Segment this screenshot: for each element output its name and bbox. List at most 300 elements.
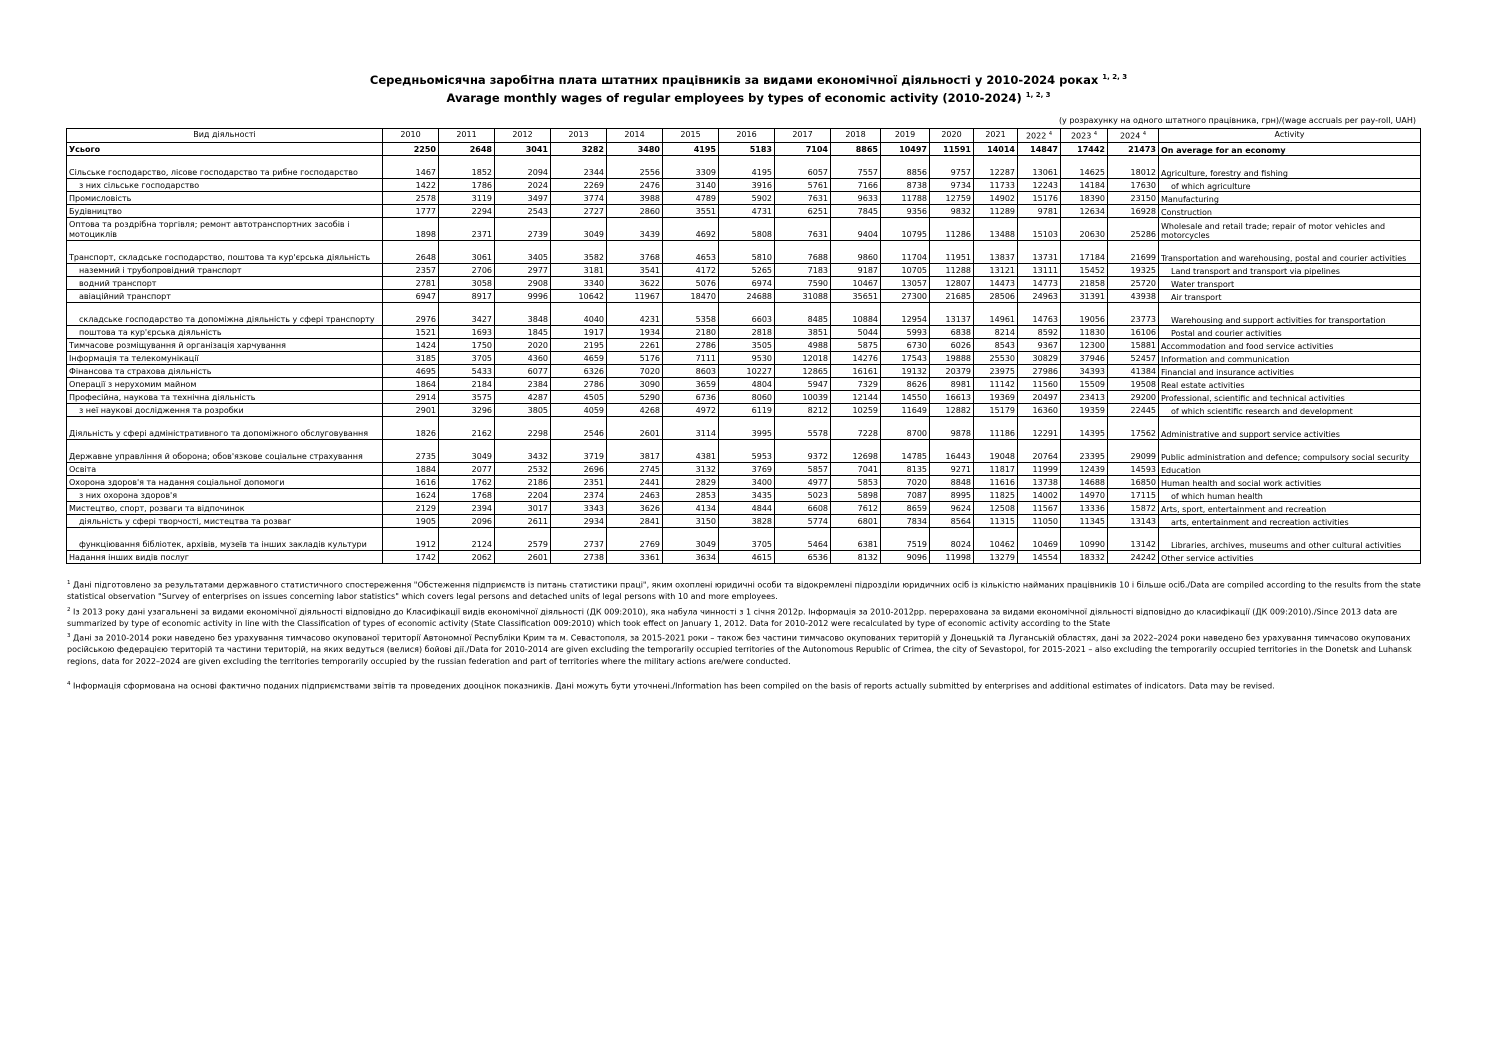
wage-value-2013: 3049 xyxy=(551,217,607,240)
wage-value-2017: 31088 xyxy=(775,289,831,302)
wage-value-2016: 4615 xyxy=(719,550,775,563)
wage-value-2013: 6326 xyxy=(551,364,607,377)
wage-value-2016: 10227 xyxy=(719,364,775,377)
table-row xyxy=(67,403,1421,416)
wage-value-2021: 11315 xyxy=(974,514,1018,527)
wage-value-2023: 21858 xyxy=(1061,276,1108,289)
wage-value-2015: 7111 xyxy=(663,351,719,364)
wage-value-2012: 3848 xyxy=(495,302,551,325)
wage-value-2015: 3140 xyxy=(663,178,719,191)
wage-value-2013: 2738 xyxy=(551,550,607,563)
wage-value-2022: 11560 xyxy=(1018,377,1061,390)
wage-value-2024: 13143 xyxy=(1108,514,1159,527)
wage-value-2022: 24963 xyxy=(1018,289,1061,302)
wage-value-2021: 11186 xyxy=(974,416,1018,439)
wage-value-2010: 1898 xyxy=(383,217,439,240)
wage-value-2014: 2463 xyxy=(607,488,663,501)
wage-value-2011: 3119 xyxy=(439,191,495,204)
wage-value-2015: 3114 xyxy=(663,416,719,439)
wage-value-2023: 17442 xyxy=(1061,142,1108,155)
wage-value-2019: 11704 xyxy=(881,240,930,263)
wage-value-2022: 14847 xyxy=(1018,142,1061,155)
wage-value-2023: 15509 xyxy=(1061,377,1108,390)
header-year-label: 2010 xyxy=(400,130,421,140)
wage-value-2014: 3439 xyxy=(607,217,663,240)
activity-name-ua: Мистецтво, спорт, розваги та відпочинок xyxy=(67,501,383,514)
wage-value-2010: 2914 xyxy=(383,390,439,403)
wage-value-2011: 3049 xyxy=(439,439,495,462)
table-row xyxy=(67,439,1421,462)
wage-value-2017: 7631 xyxy=(775,217,831,240)
activity-name-ua: Операції з нерухомим майном xyxy=(67,377,383,390)
wage-value-2021: 10462 xyxy=(974,527,1018,550)
wage-value-2021: 14902 xyxy=(974,191,1018,204)
wage-value-2012: 2384 xyxy=(495,377,551,390)
wage-value-2014: 2841 xyxy=(607,514,663,527)
wage-value-2023: 14395 xyxy=(1061,416,1108,439)
wage-value-2015: 4972 xyxy=(663,403,719,416)
wage-value-2018: 7228 xyxy=(831,416,881,439)
wage-value-2019: 17543 xyxy=(881,351,930,364)
header-year xyxy=(551,129,607,143)
wage-value-2023: 17184 xyxy=(1061,240,1108,263)
wage-value-2016: 3400 xyxy=(719,475,775,488)
wage-value-2022: 14554 xyxy=(1018,550,1061,563)
wage-value-2014: 2261 xyxy=(607,338,663,351)
wage-value-2020: 9878 xyxy=(930,416,974,439)
wage-value-2020: 8848 xyxy=(930,475,974,488)
activity-name-en: Real estate activities xyxy=(1159,377,1421,390)
activity-name-ua: з них сільське господарство xyxy=(67,178,383,191)
wage-value-2016: 3505 xyxy=(719,338,775,351)
header-row xyxy=(67,129,1421,143)
wage-value-2016: 6119 xyxy=(719,403,775,416)
wage-value-2019: 27300 xyxy=(881,289,930,302)
wage-value-2020: 6026 xyxy=(930,338,974,351)
wage-value-2023: 20630 xyxy=(1061,217,1108,240)
wage-value-2022: 14773 xyxy=(1018,276,1061,289)
wage-value-2016: 3435 xyxy=(719,488,775,501)
wage-value-2023: 18390 xyxy=(1061,191,1108,204)
wage-value-2013: 3340 xyxy=(551,276,607,289)
header-year-footnote-mark: 4 xyxy=(1142,131,1147,137)
wage-value-2022: 16360 xyxy=(1018,403,1061,416)
wage-value-2016: 24688 xyxy=(719,289,775,302)
wage-value-2024: 24242 xyxy=(1108,550,1159,563)
wage-value-2013: 3582 xyxy=(551,240,607,263)
wage-value-2015: 3634 xyxy=(663,550,719,563)
activity-name-en: Professional, scientific and technical activities xyxy=(1159,390,1421,403)
wage-value-2020: 11286 xyxy=(930,217,974,240)
wage-value-2023: 14970 xyxy=(1061,488,1108,501)
footnote-1-text: Дані підготовлено за результатами державного статистичного спостереження "Обстеження підприємств із питань статистики праці", яким охоплені юридичні особи та відокремлені підрозділи юридичних осіб із кількістю найманих працівників 10 і більше осіб./Data are compiled according to the results from the state statistical observation "Survey of enterprises on issues concerning labor statistics" which covers legal persons and detached units of legal persons with 10 and more employees. xyxy=(67,580,1421,602)
wage-value-2010: 1826 xyxy=(383,416,439,439)
wage-value-2017: 6251 xyxy=(775,204,831,217)
wage-value-2012: 3017 xyxy=(495,501,551,514)
header-year xyxy=(831,129,881,143)
activity-name-en: Accommodation and food service activities xyxy=(1159,338,1421,351)
wage-value-2012: 2543 xyxy=(495,204,551,217)
wage-value-2023: 11830 xyxy=(1061,325,1108,338)
wage-value-2024: 16850 xyxy=(1108,475,1159,488)
header-year xyxy=(439,129,495,143)
wage-value-2010: 1742 xyxy=(383,550,439,563)
wage-value-2017: 5774 xyxy=(775,514,831,527)
wage-value-2020: 8981 xyxy=(930,377,974,390)
wage-value-2016: 3705 xyxy=(719,527,775,550)
wage-value-2016: 5953 xyxy=(719,439,775,462)
wage-value-2010: 2578 xyxy=(383,191,439,204)
wage-value-2019: 13057 xyxy=(881,276,930,289)
wage-value-2015: 4653 xyxy=(663,240,719,263)
wage-value-2018: 10259 xyxy=(831,403,881,416)
wage-value-2020: 9832 xyxy=(930,204,974,217)
wage-value-2022: 30829 xyxy=(1018,351,1061,364)
table-row xyxy=(67,550,1421,563)
wage-value-2018: 10884 xyxy=(831,302,881,325)
wage-value-2019: 7087 xyxy=(881,488,930,501)
activity-name-ua: Транспорт, складське господарство, поштова та кур'єрська діяльність xyxy=(67,240,383,263)
wage-value-2014: 4231 xyxy=(607,302,663,325)
wage-value-2011: 5433 xyxy=(439,364,495,377)
wage-value-2020: 21685 xyxy=(930,289,974,302)
activity-name-en: Agriculture, forestry and fishing xyxy=(1159,155,1421,178)
activity-name-ua: Фінансова та страхова діяльність xyxy=(67,364,383,377)
wage-value-2020: 12807 xyxy=(930,276,974,289)
table-row xyxy=(67,514,1421,527)
wage-value-2012: 2739 xyxy=(495,217,551,240)
wage-value-2020: 12759 xyxy=(930,191,974,204)
wage-value-2015: 3132 xyxy=(663,462,719,475)
table-row xyxy=(67,338,1421,351)
wage-value-2017: 5023 xyxy=(775,488,831,501)
wage-value-2021: 23975 xyxy=(974,364,1018,377)
wage-value-2012: 2024 xyxy=(495,178,551,191)
wage-value-2015: 5076 xyxy=(663,276,719,289)
activity-name-en: of which human health xyxy=(1159,488,1421,501)
wage-value-2024: 41384 xyxy=(1108,364,1159,377)
wage-value-2012: 4360 xyxy=(495,351,551,364)
activity-name-en: arts, entertainment and recreation activities xyxy=(1159,514,1421,527)
wage-value-2021: 8543 xyxy=(974,338,1018,351)
header-year-label: 2020 xyxy=(941,130,962,140)
activity-name-en: Financial and insurance activities xyxy=(1159,364,1421,377)
title-english xyxy=(0,88,1497,106)
wage-value-2010: 1616 xyxy=(383,475,439,488)
wage-value-2018: 35651 xyxy=(831,289,881,302)
wage-value-2016: 5810 xyxy=(719,240,775,263)
table-body xyxy=(67,142,1421,563)
activity-name-ua: водний транспорт xyxy=(67,276,383,289)
wage-value-2017: 4988 xyxy=(775,338,831,351)
wage-value-2012: 2186 xyxy=(495,475,551,488)
wage-value-2023: 34393 xyxy=(1061,364,1108,377)
wage-value-2011: 1762 xyxy=(439,475,495,488)
wage-value-2010: 4695 xyxy=(383,364,439,377)
wage-value-2019: 9096 xyxy=(881,550,930,563)
wage-value-2010: 2976 xyxy=(383,302,439,325)
title-english-text: Avarage monthly wages of regular employees by types of economic activity (2010-2024) xyxy=(446,90,1022,105)
wage-value-2011: 3061 xyxy=(439,240,495,263)
wage-value-2016: 8060 xyxy=(719,390,775,403)
activity-name-ua: з них охорона здоров'я xyxy=(67,488,383,501)
wages-table xyxy=(66,128,1421,564)
wage-value-2015: 4172 xyxy=(663,263,719,276)
activity-name-en: Land transport and transport via pipelines xyxy=(1159,263,1421,276)
table-row xyxy=(67,377,1421,390)
wage-value-2016: 3769 xyxy=(719,462,775,475)
wage-value-2020: 11591 xyxy=(930,142,974,155)
wage-value-2017: 7688 xyxy=(775,240,831,263)
wage-value-2021: 12508 xyxy=(974,501,1018,514)
wage-value-2010: 2250 xyxy=(383,142,439,155)
wage-value-2010: 3185 xyxy=(383,351,439,364)
wage-value-2018: 7612 xyxy=(831,501,881,514)
wage-value-2023: 14625 xyxy=(1061,155,1108,178)
wage-value-2015: 4381 xyxy=(663,439,719,462)
wage-value-2011: 1852 xyxy=(439,155,495,178)
wage-value-2013: 2934 xyxy=(551,514,607,527)
wage-value-2024: 25720 xyxy=(1108,276,1159,289)
wage-value-2014: 5176 xyxy=(607,351,663,364)
wage-value-2024: 21473 xyxy=(1108,142,1159,155)
wage-value-2011: 2394 xyxy=(439,501,495,514)
header-year xyxy=(663,129,719,143)
wage-value-2015: 2829 xyxy=(663,475,719,488)
title-ukrainian-text: Середньомісячна заробітна плата штатних працівників за видами економічної діяльності у 2010-2024 роках xyxy=(369,72,1099,87)
wage-value-2012: 2020 xyxy=(495,338,551,351)
wage-value-2015: 3551 xyxy=(663,204,719,217)
activity-name-en: Postal and courier activities xyxy=(1159,325,1421,338)
wage-value-2018: 6801 xyxy=(831,514,881,527)
wage-value-2011: 1786 xyxy=(439,178,495,191)
header-year-label: 2022 xyxy=(1025,131,1047,141)
wage-value-2016: 6603 xyxy=(719,302,775,325)
wage-value-2014: 3622 xyxy=(607,276,663,289)
wage-value-2022: 15176 xyxy=(1018,191,1061,204)
wage-value-2024: 43938 xyxy=(1108,289,1159,302)
wage-value-2015: 8603 xyxy=(663,364,719,377)
activity-name-ua: Професійна, наукова та технічна діяльність xyxy=(67,390,383,403)
wage-value-2022: 11999 xyxy=(1018,462,1061,475)
header-year-footnote-mark: 4 xyxy=(1093,131,1098,137)
wage-value-2012: 2094 xyxy=(495,155,551,178)
wage-value-2010: 6947 xyxy=(383,289,439,302)
wage-value-2016: 9530 xyxy=(719,351,775,364)
activity-name-en: Transportation and warehousing, postal and courier activities xyxy=(1159,240,1421,263)
wage-value-2023: 18332 xyxy=(1061,550,1108,563)
wage-value-2018: 9404 xyxy=(831,217,881,240)
wage-value-2016: 5265 xyxy=(719,263,775,276)
header-year-label: 2014 xyxy=(624,130,645,140)
header-year-label: 2012 xyxy=(512,130,533,140)
wage-value-2019: 8856 xyxy=(881,155,930,178)
header-year-label: 2023 xyxy=(1070,131,1092,141)
wage-value-2023: 23413 xyxy=(1061,390,1108,403)
activity-name-ua: Сільське господарство, лісове господарство та рибне господарство xyxy=(67,155,383,178)
activity-name-ua: Державне управління й оборона; обов'язкове соціальне страхування xyxy=(67,439,383,462)
wage-value-2015: 2853 xyxy=(663,488,719,501)
wage-value-2012: 3041 xyxy=(495,142,551,155)
footnote-2-mark: 2 xyxy=(67,606,71,613)
wage-value-2017: 6536 xyxy=(775,550,831,563)
table-row xyxy=(67,302,1421,325)
wage-value-2013: 4659 xyxy=(551,351,607,364)
wage-value-2023: 12439 xyxy=(1061,462,1108,475)
wage-value-2015: 6736 xyxy=(663,390,719,403)
wage-value-2014: 3090 xyxy=(607,377,663,390)
title-block xyxy=(0,70,1497,106)
wage-value-2023: 12300 xyxy=(1061,338,1108,351)
wage-value-2011: 2648 xyxy=(439,142,495,155)
wage-value-2018: 7329 xyxy=(831,377,881,390)
wage-value-2023: 11345 xyxy=(1061,514,1108,527)
table-row xyxy=(67,240,1421,263)
wage-value-2019: 10795 xyxy=(881,217,930,240)
wage-value-2018: 8865 xyxy=(831,142,881,155)
wage-value-2019: 8700 xyxy=(881,416,930,439)
wage-value-2020: 8564 xyxy=(930,514,974,527)
wage-value-2018: 6381 xyxy=(831,527,881,550)
wage-value-2022: 12291 xyxy=(1018,416,1061,439)
header-year-label: 2011 xyxy=(456,130,477,140)
header-year-label: 2015 xyxy=(680,130,701,140)
activity-name-en: Warehousing and support activities for transportation xyxy=(1159,302,1421,325)
wage-value-2012: 2204 xyxy=(495,488,551,501)
wage-value-2014: 3541 xyxy=(607,263,663,276)
wage-value-2020: 19888 xyxy=(930,351,974,364)
wage-value-2020: 9734 xyxy=(930,178,974,191)
wage-value-2017: 7590 xyxy=(775,276,831,289)
wage-value-2021: 11825 xyxy=(974,488,1018,501)
activity-name-ua: складське господарство та допоміжна діяльність у сфері транспорту xyxy=(67,302,383,325)
wage-value-2020: 16443 xyxy=(930,439,974,462)
wage-value-2019: 5993 xyxy=(881,325,930,338)
wage-value-2013: 2344 xyxy=(551,155,607,178)
activity-name-ua: з неї наукові дослідження та розробки xyxy=(67,403,383,416)
wage-value-2017: 10039 xyxy=(775,390,831,403)
title-ukrainian xyxy=(0,70,1497,88)
wage-value-2015: 3049 xyxy=(663,527,719,550)
table-row xyxy=(67,289,1421,302)
footnote-1 xyxy=(67,578,1422,603)
wage-value-2021: 11733 xyxy=(974,178,1018,191)
wage-value-2012: 6077 xyxy=(495,364,551,377)
wage-value-2020: 9757 xyxy=(930,155,974,178)
units-note: (у розрахунку на одного штатного працівника, грн)/(wage accruals per pay-roll, UAH) xyxy=(1058,116,1416,125)
wage-value-2016: 5808 xyxy=(719,217,775,240)
wage-value-2022: 9781 xyxy=(1018,204,1061,217)
wage-value-2018: 5898 xyxy=(831,488,881,501)
table-row xyxy=(67,191,1421,204)
activity-name-en: Public administration and defence; compulsory social security xyxy=(1159,439,1421,462)
wage-value-2024: 14593 xyxy=(1108,462,1159,475)
wage-value-2017: 9372 xyxy=(775,439,831,462)
wage-value-2019: 8738 xyxy=(881,178,930,191)
wage-value-2011: 2371 xyxy=(439,217,495,240)
wage-value-2019: 7834 xyxy=(881,514,930,527)
wage-value-2020: 9624 xyxy=(930,501,974,514)
wage-value-2017: 5464 xyxy=(775,527,831,550)
wage-value-2010: 1905 xyxy=(383,514,439,527)
wage-value-2017: 12865 xyxy=(775,364,831,377)
wage-value-2013: 4505 xyxy=(551,390,607,403)
wage-value-2024: 16106 xyxy=(1108,325,1159,338)
footnote-2-text: Із 2013 року дані узагальнені за видами економічної діяльності відповідно до Класифікації видів економічної діяльності (ДК 009:2010), яка набула чинності з 1 січня 2012р. Інформація за 2010-2012рр. перерахована за видами економічної діяльності відповідно до класифікації (ДК 009:2010)./Since 2013 data are summarized by type of economic activity in line with the Classification of types of economic activity (State Classification 009:2010) which took effect on January 1, 2012. Data for 2010-2012 were recalculated by type of economic activity according to the State xyxy=(67,607,1398,628)
wage-value-2021: 28506 xyxy=(974,289,1018,302)
activity-name-en: On average for an economy xyxy=(1159,142,1421,155)
wage-value-2020: 8024 xyxy=(930,527,974,550)
wage-value-2018: 9860 xyxy=(831,240,881,263)
wage-value-2017: 5947 xyxy=(775,377,831,390)
wage-value-2013: 2374 xyxy=(551,488,607,501)
wage-value-2016: 3828 xyxy=(719,514,775,527)
wage-value-2014: 3626 xyxy=(607,501,663,514)
wage-value-2024: 15872 xyxy=(1108,501,1159,514)
wage-value-2011: 2077 xyxy=(439,462,495,475)
wage-value-2022: 20764 xyxy=(1018,439,1061,462)
footnotes xyxy=(67,578,1422,695)
wage-value-2021: 13488 xyxy=(974,217,1018,240)
wage-value-2024: 19508 xyxy=(1108,377,1159,390)
activity-name-ua: авіаційний транспорт xyxy=(67,289,383,302)
wage-value-2013: 2786 xyxy=(551,377,607,390)
wage-value-2018: 12698 xyxy=(831,439,881,462)
wage-value-2015: 2786 xyxy=(663,338,719,351)
wage-value-2022: 14002 xyxy=(1018,488,1061,501)
wage-value-2024: 13142 xyxy=(1108,527,1159,550)
wage-value-2012: 2908 xyxy=(495,276,551,289)
wage-value-2019: 14550 xyxy=(881,390,930,403)
wage-value-2010: 1467 xyxy=(383,155,439,178)
wage-value-2017: 8212 xyxy=(775,403,831,416)
wage-value-2020: 11288 xyxy=(930,263,974,276)
wage-value-2014: 2476 xyxy=(607,178,663,191)
wage-value-2021: 11289 xyxy=(974,204,1018,217)
wage-value-2010: 1864 xyxy=(383,377,439,390)
wage-value-2014: 2769 xyxy=(607,527,663,550)
wage-value-2022: 11567 xyxy=(1018,501,1061,514)
wage-value-2014: 11967 xyxy=(607,289,663,302)
wage-value-2015: 18470 xyxy=(663,289,719,302)
wage-value-2024: 18012 xyxy=(1108,155,1159,178)
table-row xyxy=(67,178,1421,191)
wage-value-2021: 14961 xyxy=(974,302,1018,325)
wage-value-2014: 3817 xyxy=(607,439,663,462)
wage-value-2021: 8214 xyxy=(974,325,1018,338)
wage-value-2013: 2696 xyxy=(551,462,607,475)
table-row-total xyxy=(67,142,1421,155)
wage-value-2012: 2532 xyxy=(495,462,551,475)
wage-value-2023: 31391 xyxy=(1061,289,1108,302)
header-year xyxy=(881,129,930,143)
wage-value-2019: 10705 xyxy=(881,263,930,276)
wage-value-2024: 25286 xyxy=(1108,217,1159,240)
wage-value-2016: 4844 xyxy=(719,501,775,514)
wage-value-2016: 6974 xyxy=(719,276,775,289)
wage-value-2017: 5857 xyxy=(775,462,831,475)
table-row xyxy=(67,217,1421,240)
wage-value-2011: 2162 xyxy=(439,416,495,439)
wage-value-2021: 25530 xyxy=(974,351,1018,364)
wage-value-2016: 4731 xyxy=(719,204,775,217)
wage-value-2010: 2129 xyxy=(383,501,439,514)
wage-value-2012: 2579 xyxy=(495,527,551,550)
header-year xyxy=(495,129,551,143)
wage-value-2024: 15881 xyxy=(1108,338,1159,351)
wage-value-2020: 11998 xyxy=(930,550,974,563)
activity-name-ua: Усього xyxy=(67,142,383,155)
